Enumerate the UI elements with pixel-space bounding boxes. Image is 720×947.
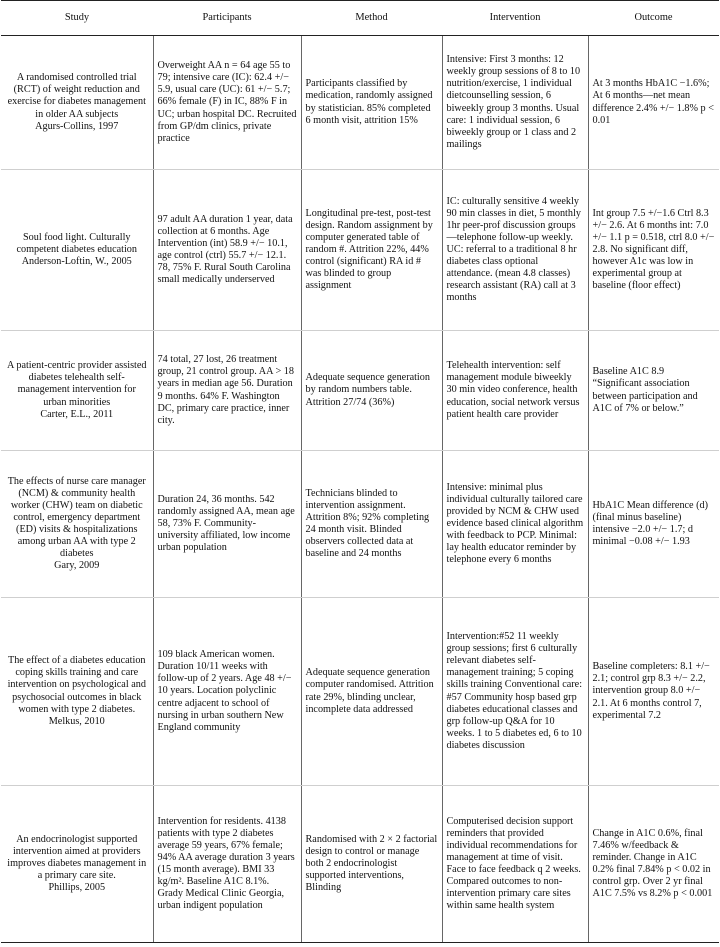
header-participants: Participants xyxy=(153,1,301,36)
study-text: A patient-centric provider assisted diabetes telehealth self-management intervention for urban minorities Carter, E.L., 2011 xyxy=(7,360,147,420)
intervention-cell xyxy=(442,170,588,331)
participants-cell xyxy=(153,331,301,451)
table-row xyxy=(1,451,719,598)
method-text: Adequate sequence generation computer randomised. Attrition rate 29%, blinding unclear, incomplete data addressed xyxy=(305,667,434,715)
participants-cell xyxy=(153,36,301,170)
method-cell xyxy=(301,451,442,598)
participants-cell xyxy=(153,170,301,331)
outcome-cell xyxy=(588,331,719,451)
study-cell xyxy=(1,170,153,331)
participants-text: Overweight AA n = 64 age 55 to 79; intensive care (IC): 62.4 +/− 5.9, usual care (UC): 61 +/− 5.7; 66% female (F) in IC, 88% F in UC; urban hospital DC. Recruited from GP/dm clinics, private practice xyxy=(157,60,297,144)
intervention-text: Intervention:#52 11 weekly group sessions; first 6 culturally relevant diabetes self-management training; 5 coping skills training Conventional care: #57 Community hosp based grp diabetes educational classes and grp follow-up Q&A for 10 weeks. 1 to 5 diabetes ed, 6 to 10 diabetes discussion xyxy=(446,631,583,751)
study-cell xyxy=(1,598,153,786)
outcome-text: Change in A1C 0.6%, final 7.46% w/feedback & reminder. Change in A1C 0.2% final 7.84% p < 0.02 in control grp. Over 2 yr final A1C 7.5% vs 8.2% p < 0.001 xyxy=(592,827,713,900)
outcome-cell xyxy=(588,598,719,786)
participants-text: Duration 24, 36 months. 542 randomly assigned AA, mean age 58, 73% F. Community-university affiliated, low income urban population xyxy=(157,493,295,554)
method-cell xyxy=(301,170,442,331)
method-cell xyxy=(301,331,442,451)
method-cell xyxy=(301,786,442,943)
study-cell xyxy=(1,331,153,451)
study-text: Soul food light. Culturally competent diabetes education Anderson-Loftin, W., 2005 xyxy=(16,231,137,268)
participants-cell xyxy=(153,786,301,943)
header-row xyxy=(1,1,719,36)
method-text: Technicians blinded to intervention assignment. Attrition 8%; 92% completing 24 month visit. Blinded observers collected data at baseline and 24 months xyxy=(305,487,430,560)
method-text: Adequate sequence generation by random numbers table. Attrition 27/74 (36%) xyxy=(305,372,430,408)
study-text: The effects of nurse care manager (NCM) & community health worker (CHW) team on diabetic control, emergency department (ED) visits & hospitalizations among urban AA with type 2 diabetes Gary, 2009 xyxy=(7,475,146,572)
intervention-cell xyxy=(442,451,588,598)
header-intervention: Intervention xyxy=(442,1,588,36)
study-text: The effect of a diabetes education coping skills training and care intervention on psychological and psychosocial outcomes in black women with type 2 diabetes. Melkus, 2010 xyxy=(7,655,146,727)
participants-text: Intervention for residents. 4138 patients with type 2 diabetes average 59 years, 67% female; 94% AA average duration 3 years (15 month average). BMI 33 kg/m². Baseline A1C 8.1%. Grady Medical Clinic Georgia, urban indigent population xyxy=(157,815,295,912)
outcome-cell xyxy=(588,786,719,943)
header-outcome: Outcome xyxy=(588,1,719,36)
table-row xyxy=(1,36,719,170)
outcome-text: HbA1C Mean difference (d) (final minus baseline) intensive −2.0 +/− 1.7; d minimal −0.08 +/− 1.93 xyxy=(592,499,709,548)
intervention-text: Telehealth intervention: self management module biweekly 30 min video conference, health education, social network versus patient health care provider xyxy=(446,360,580,420)
method-text: Longitudinal pre-test, post-test design. Random assignment by computer generated table of random #. Attrition 22%, 44% control (significant) RA id # was blinded to group assignment xyxy=(305,207,433,292)
outcome-cell xyxy=(588,36,719,170)
outcome-text: Int group 7.5 +/−1.6 Ctrl 8.3 +/− 2.6. At 6 months int: 7.0 +/− 1.1 p = 0.518, ctrl 8.0 +/− 2.8. No significant diff, however A1c was low in experimental group at baseline (floor effect) xyxy=(592,207,715,292)
studies-table xyxy=(1,0,719,943)
table-row xyxy=(1,598,719,786)
participants-cell xyxy=(153,598,301,786)
intervention-text: Computerised decision support reminders that provided individual recommendations for management at time of visit. Face to face feedback q 2 weeks. Compared outcomes to non-intervention primary care sites within same health system xyxy=(446,815,581,912)
method-cell xyxy=(301,598,442,786)
table-body xyxy=(1,36,719,943)
participants-text: 97 adult AA duration 1 year, data collection at 6 months. Age Intervention (int) 58.9 +/− 10.1, age control (ctrl) 55.7 +/− 12.1. 78, 75% F. Rural South Carolina small medically underserved xyxy=(157,213,293,286)
table-row xyxy=(1,786,719,943)
method-cell xyxy=(301,36,442,170)
table-row xyxy=(1,170,719,331)
header-study: Study xyxy=(1,1,153,36)
table-header xyxy=(1,1,719,36)
outcome-cell xyxy=(588,170,719,331)
intervention-text: Intensive: minimal plus individual culturally tailored care provided by NCM & CHW used evidence based clinical algorithm with feedback to PCP. Minimal: lay health educator reminder by telephone every 6 months xyxy=(446,481,584,566)
study-text: A randomised controlled trial (RCT) of weight reduction and exercise for diabetes management in older AA subjects Agurs-Collins, 1997 xyxy=(7,72,146,132)
participants-text: 74 total, 27 lost, 26 treatment group, 21 control group. AA > 18 years in median age 56. Duration 9 months. 64% F. Washington DC, primary care practice, inner city. xyxy=(157,354,294,426)
outcome-text: Baseline A1C 8.9 “Significant association between participation and A1C of 7% or below.” xyxy=(592,366,698,414)
intervention-cell xyxy=(442,786,588,943)
intervention-text: IC: culturally sensitive 4 weekly 90 min classes in diet, 5 monthly 1hr peer-prof discussion groups—telephone follow-up weekly. UC: referral to a traditional 8 hr diabetes class optional attendance. (mean 4.8 classes) research assistant (RA) call at 3 months xyxy=(446,195,581,304)
outcome-cell xyxy=(588,451,719,598)
table-row xyxy=(1,331,719,451)
method-text: Participants classified by medication, randomly assigned by statistician. 85% completed 6 month visit, attrition 15% xyxy=(305,78,433,126)
outcome-text: Baseline completers: 8.1 +/− 2.1; control grp 8.3 +/− 2.2, intervention group 8.0 +/− 2.1. At 6 months control 7, experimental 7.2 xyxy=(592,661,710,721)
header-method: Method xyxy=(301,1,442,36)
study-cell xyxy=(1,36,153,170)
intervention-cell xyxy=(442,331,588,451)
study-cell xyxy=(1,786,153,943)
participants-text: 109 black American women. Duration 10/11 weeks with follow-up of 2 years. Age 48 +/− 10 years. Location polyclinic centre adjacent to school of nursing in urban southern New England community xyxy=(157,649,292,733)
participants-cell xyxy=(153,451,301,598)
intervention-cell xyxy=(442,36,588,170)
outcome-text: At 3 months HbA1C −1.6%; At 6 months—net mean difference 2.4% +/− 1.8% p < 0.01 xyxy=(592,78,714,126)
study-text: An endocrinologist supported intervention aimed at providers improves diabetes management in a primary care site. Phillips, 2005 xyxy=(7,833,147,894)
method-text: Randomised with 2 × 2 factorial design to control or manage both 2 endocrinologist supported interventions, Blinding xyxy=(305,833,438,894)
intervention-cell xyxy=(442,598,588,786)
study-cell xyxy=(1,451,153,598)
intervention-text: Intensive: First 3 months: 12 weekly group sessions of 8 to 10 nutrition/exercise, 1 individual dietcounselling session, 6 biweekly group 3 months. Usual care: 1 individual session, 6 biweekly group or 1 class and 2 mailings xyxy=(446,54,581,150)
